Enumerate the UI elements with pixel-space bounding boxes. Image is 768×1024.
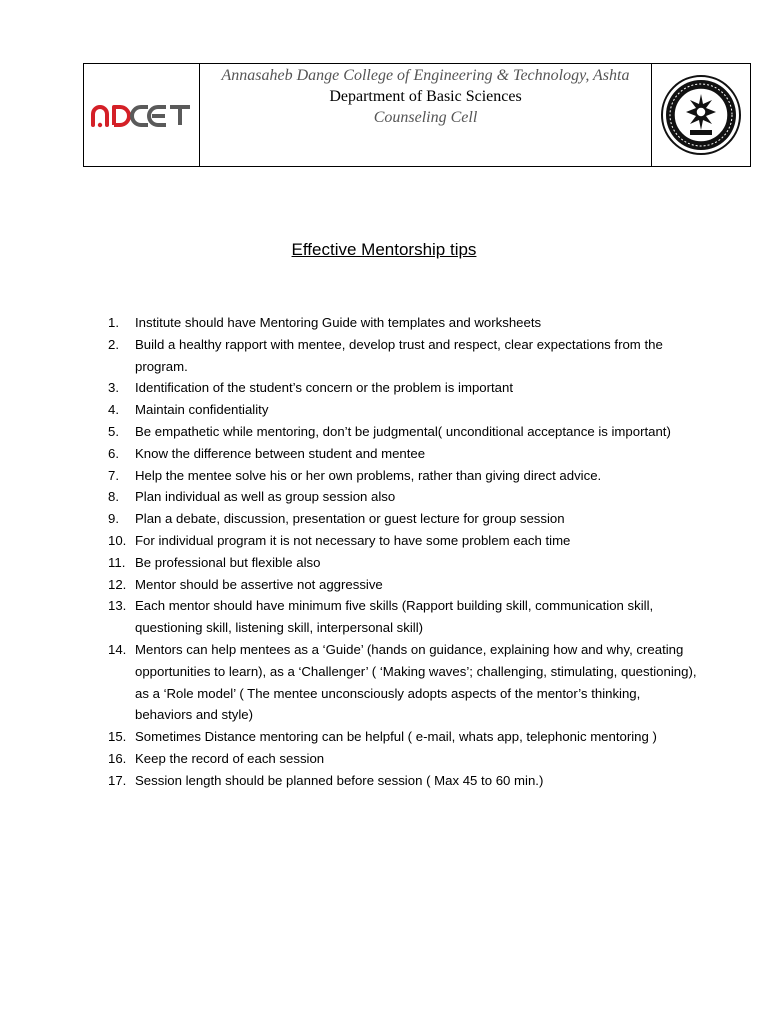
item-text: Institute should have Mentoring Guide with templates and worksheets [135,315,542,330]
list-item [108,595,698,639]
letterhead-table [83,63,751,167]
list-item [108,530,698,552]
list-item [108,334,698,378]
item-text: Each mentor should have minimum five skills (Rapport building skill, communication skill, questioning skill, listening skill, interpersonal skill) [135,598,654,636]
adcet-logo [90,101,194,129]
list-item [108,574,698,596]
list-item [108,443,698,465]
item-text: Plan a debate, discussion, presentation or guest lecture for group session [135,511,565,527]
item-number: 12. [108,576,127,592]
department-name: Department of Basic Sciences [329,88,522,105]
item-text: Mentor should be assertive not aggressive [135,576,383,592]
item-number: 3. [108,380,119,396]
item-number: 14. [108,641,127,657]
list-item [108,377,698,399]
item-number: 13. [108,598,127,614]
college-name: Annasaheb Dange College of Engineering & Technology, Ashta [221,67,630,84]
item-text: Plan individual as well as group session also [135,489,396,505]
list-item [108,486,698,508]
item-number: 8. [108,489,119,505]
item-text: Session length should be planned before session ( Max 45 to 60 min.) [135,772,544,788]
college-seal-icon [660,74,742,156]
item-text: For individual program it is not necessary to have some problem each time [135,532,571,548]
list-item [108,726,698,748]
list-item [108,748,698,770]
list-item [108,552,698,574]
list-item [108,508,698,530]
item-text: Keep the record of each session [135,750,325,766]
list-item [108,399,698,421]
item-text: Know the difference between student and mentee [135,445,426,461]
item-number: 6. [108,445,119,461]
right-seal-cell [652,64,750,166]
item-number: 10. [108,532,127,548]
institution-info-cell [200,64,652,166]
left-logo-cell [84,64,200,166]
item-number: 17. [108,772,127,788]
item-text: Help the mentee solve his or her own problems, rather than giving direct advice. [135,467,602,483]
item-number: 7. [108,467,119,483]
item-number: 2. [108,336,119,352]
list-item [108,770,698,792]
document-title: Effective Mentorship tips [291,240,477,259]
item-number: 4. [108,402,119,418]
item-number: 9. [108,511,119,527]
item-text: Identification of the student’s concern or the problem is important [135,380,514,396]
tips-list [108,312,698,792]
item-number: 5. [108,423,119,439]
list-item [108,421,698,443]
item-number: 11. [108,554,126,570]
item-number: 1. [108,315,119,330]
item-text: Mentors can help mentees as a ‘Guide’ (hands on guidance, explaining how and why, creating opportunities to learn), as a ‘Challenger’ ( ‘Making waves’; challenging, stimulating, questioning), as a ‘Role model’ ( The mentee unconsciously adopts aspects of the mentor’s thinking, behaviors and style) [135,641,697,723]
item-number: 15. [108,729,127,745]
cell-name: Counseling Cell [373,109,478,126]
list-item [108,639,698,726]
item-text: Be professional but flexible also [135,554,321,570]
list-item [108,312,698,334]
item-text: Build a healthy rapport with mentee, develop trust and respect, clear expectations from the program. [135,336,663,374]
item-number: 16. [108,750,127,766]
item-text: Sometimes Distance mentoring can be helpful ( e-mail, whats app, telephonic mentoring ) [135,729,657,745]
item-text: Maintain confidentiality [135,402,269,418]
list-item [108,465,698,487]
item-text: Be empathetic while mentoring, don’t be judgmental( unconditional acceptance is important) [135,423,671,439]
